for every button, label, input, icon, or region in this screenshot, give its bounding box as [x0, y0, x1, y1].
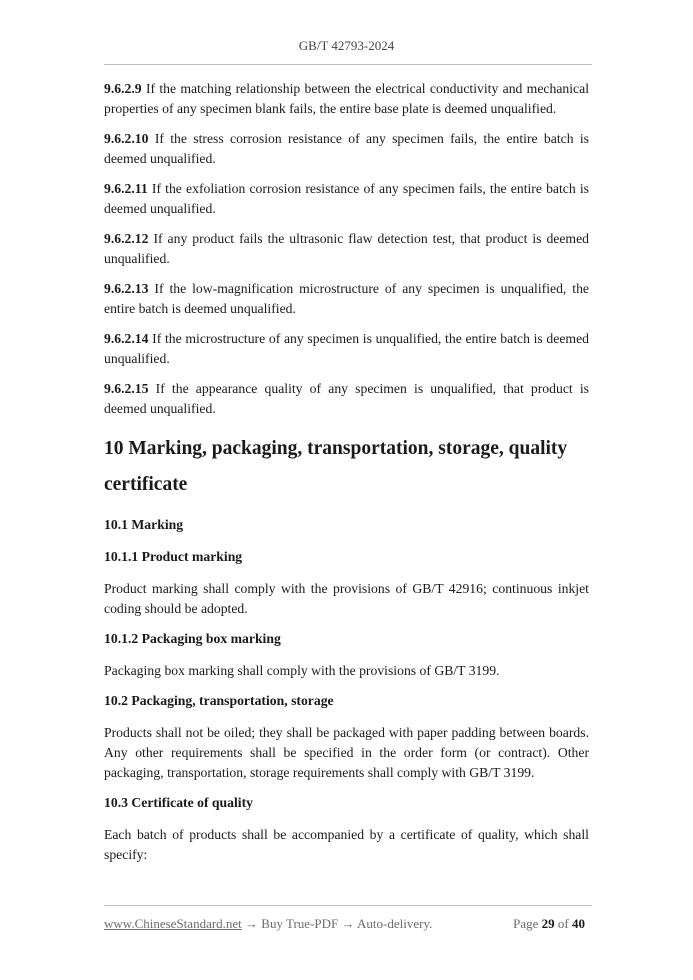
of-label: of	[557, 916, 569, 931]
clause-number: 9.6.2.14	[104, 331, 149, 346]
clause-9-6-2-13	[104, 279, 589, 319]
section-10-1-1-text: Product marking shall comply with the provisions of GB/T 42916; continuous inkjet coding should be adopted.	[104, 581, 589, 616]
clause-text: If the stress corrosion resistance of any specimen fails, the entire batch is deemed unqualified.	[104, 131, 590, 166]
clause-text: If any product fails the ultrasonic flaw detection test, that product is deemed unqualified.	[104, 231, 589, 266]
header-divider	[104, 64, 592, 65]
footer-promo	[104, 916, 432, 932]
clause-9-6-2-11	[104, 179, 589, 219]
clause-number: 9.6.2.15	[104, 381, 149, 396]
clause-number: 9.6.2.13	[104, 281, 149, 296]
site-link[interactable]: www.ChineseStandard.net	[104, 916, 242, 931]
page-number: 29	[541, 916, 555, 931]
clause-9-6-2-10	[104, 129, 589, 169]
page-label: Page	[513, 916, 539, 931]
document-header: GB/T 42793-2024	[298, 38, 395, 53]
section-10-2-text: Products shall not be oiled; they shall be packaged with paper padding between boards. Any other requirements shall be specified in the order form (or contract). Other packaging, transportation, storage requirements shall comply with GB/T 3199.	[104, 725, 589, 780]
section-10-1-2-text: Packaging box marking shall comply with the provisions of GB/T 3199.	[104, 663, 500, 678]
clause-text: If the appearance quality of any specimen is unqualified, that product is deemed unqualified.	[104, 381, 590, 416]
section-10-2-heading: 10.2 Packaging, transportation, storage	[104, 693, 334, 708]
clause-9-6-2-9	[104, 79, 589, 119]
clause-number: 9.6.2.11	[104, 181, 148, 196]
section-10-3-heading: 10.3 Certificate of quality	[104, 795, 254, 810]
clause-text: If the microstructure of any specimen is unqualified, the entire batch is deemed unqualified.	[104, 331, 589, 366]
section-10-title: 10 Marking, packaging, transportation, storage, quality certificate	[104, 438, 568, 495]
section-10-3-text: Each batch of products shall be accompanied by a certificate of quality, which shall specify:	[104, 827, 589, 862]
section-10-1-1-heading: 10.1.1 Product marking	[104, 549, 243, 564]
clause-number: 9.6.2.9	[104, 81, 142, 96]
section-10-1-2-heading: 10.1.2 Packaging box marking	[104, 631, 281, 646]
clause-number: 9.6.2.12	[104, 231, 149, 246]
clause-number: 9.6.2.10	[104, 131, 149, 146]
clause-9-6-2-14	[104, 329, 589, 369]
clause-text: If the exfoliation corrosion resistance of any specimen fails, the entire batch is deemed unqualified.	[104, 181, 590, 216]
section-10-1-heading: 10.1 Marking	[104, 517, 184, 532]
page-indicator	[513, 916, 585, 932]
page-content	[104, 79, 589, 875]
promo-text: → Buy True-PDF → Auto-delivery.	[245, 916, 433, 931]
clause-9-6-2-15	[104, 379, 589, 419]
clause-text: If the low-magnification microstructure of any specimen is unqualified, the entire batch is deemed unqualified.	[104, 281, 590, 316]
clause-9-6-2-12	[104, 229, 589, 269]
clause-text: If the matching relationship between the electrical conductivity and mechanical properties of any specimen blank fails, the entire base plate is deemed unqualified.	[104, 81, 590, 116]
page-total: 40	[572, 916, 585, 931]
footer-divider	[104, 905, 592, 906]
